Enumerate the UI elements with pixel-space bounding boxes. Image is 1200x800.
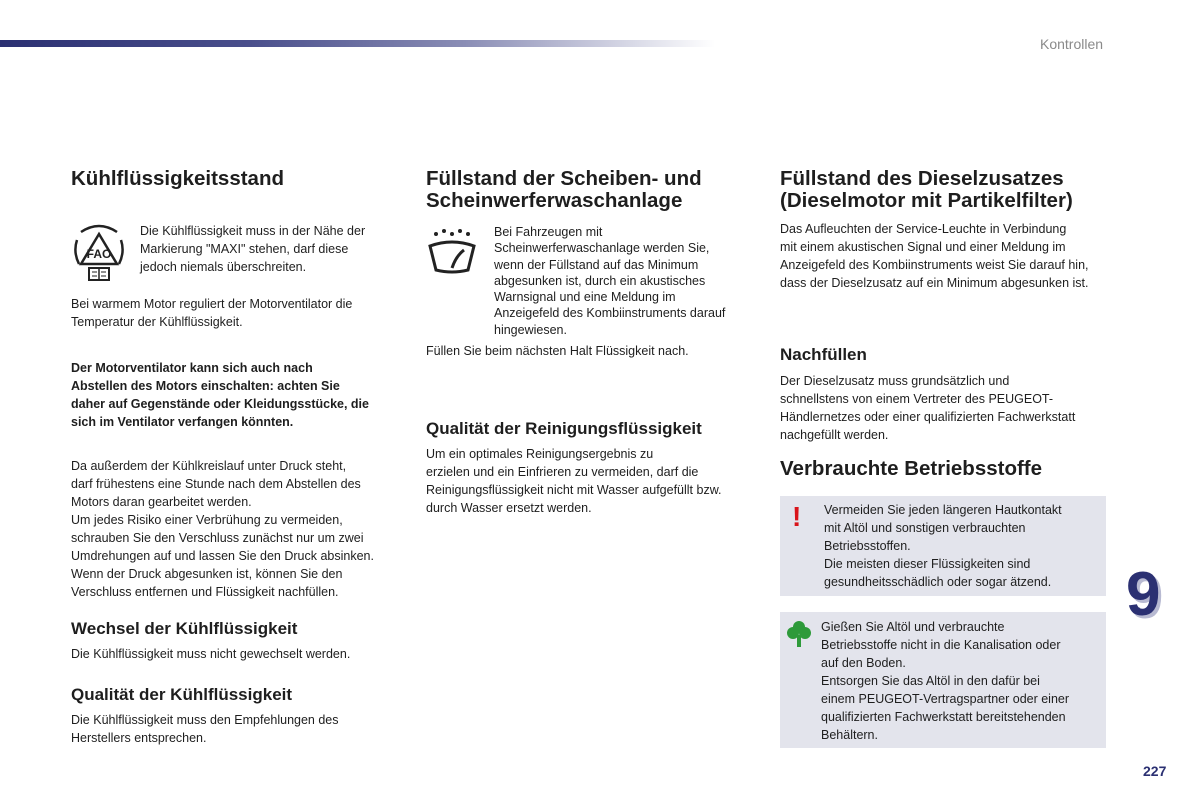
text-line: dass der Dieselzusatz auf ein Minimum abgesunken ist.	[780, 276, 1089, 290]
text-line: Die Kühlflüssigkeit muss den Empfehlungen des	[71, 713, 339, 727]
environment-note-box	[780, 612, 1106, 748]
text-line: Reinigungsflüssigkeit nicht mit Wasser aufgefüllt bzw.	[426, 483, 722, 497]
text-line: Um jedes Risiko einer Verbrühung zu vermeiden,	[71, 513, 343, 527]
text-line: durch Wasser ersetzt werden.	[426, 501, 592, 515]
text-line: Betriebsstoffen.	[824, 539, 911, 553]
text-line: nachgefüllt werden.	[780, 428, 889, 442]
text-line: Händlernetzes oder einer qualifizierten Fachwerkstatt	[780, 410, 1076, 424]
refill-text	[780, 372, 1110, 444]
coolant-change-heading: Wechsel der Kühlflüssigkeit	[71, 619, 298, 638]
coolant-quality-heading: Qualität der Kühlflüssigkeit	[71, 685, 293, 704]
diesel-paragraph	[780, 220, 1110, 292]
text-line: mit einem akustischen Signal und einer Meldung im	[780, 240, 1066, 254]
text-line: Temperatur der Kühlflüssigkeit.	[71, 315, 243, 329]
text-line: Herstellers entsprechen.	[71, 731, 207, 745]
text-line: gesundheitsschädlich oder sogar ätzend.	[824, 575, 1052, 589]
header-gradient-bar	[0, 40, 715, 47]
diesel-title	[780, 168, 1110, 212]
coolant-title: Kühlflüssigkeitsstand	[71, 167, 285, 190]
text-line: erzielen und ein Einfrieren zu vermeiden, darf die	[426, 465, 699, 479]
column-coolant	[71, 167, 401, 745]
washer-quality-heading: Qualität der Reinigungsflüssigkeit	[426, 419, 702, 438]
text-line: Der Dieselzusatz muss grundsätzlich und	[780, 374, 1010, 388]
text-line: Entsorgen Sie das Altöl in den dafür bei	[821, 674, 1040, 688]
washer-icon-text	[494, 224, 754, 338]
text-line: Markierung "MAXI" stehen, darf diese	[140, 242, 349, 256]
text-line: schnellstens von einem Vertreter des PEUGEOT-	[780, 392, 1054, 406]
refill-heading: Nachfüllen	[780, 345, 867, 364]
washer-fluid-icon	[426, 228, 482, 285]
text-line: Die Kühlflüssigkeit muss in der Nähe der	[140, 224, 366, 238]
column-diesel	[780, 167, 1110, 742]
text-line: daher auf Gegenstände oder Kleidungsstücke, die	[71, 397, 369, 411]
title-line: Füllstand des Dieselzusatzes	[780, 167, 1064, 190]
text-line: auf den Boden.	[821, 656, 906, 670]
text-line: darf frühestens eine Stunde nach dem Abstellen des	[71, 477, 361, 491]
text-line: Vermeiden Sie jeden längeren Hautkontakt	[824, 503, 1062, 517]
warning-note-text	[824, 501, 1102, 591]
text-line: Der Motorventilator kann sich auch nach	[71, 361, 313, 375]
text-line: Abstellen des Motors einschalten: achten Sie	[71, 379, 340, 393]
washer-title	[426, 168, 751, 212]
coolant-quality-text	[71, 711, 401, 747]
text-line: Die meisten dieser Flüssigkeiten sind	[824, 557, 1031, 571]
washer-refill-text: Füllen Sie beim nächsten Halt Flüssigkeit nach.	[426, 344, 689, 358]
text-line: Umdrehungen auf und lassen Sie den Druck absinken.	[71, 549, 374, 563]
page-number: 227	[1143, 763, 1167, 779]
warning-note-box	[780, 496, 1106, 596]
text-line: sich im Ventilator verfangen könnten.	[71, 415, 294, 429]
text-line: wenn der Füllstand auf das Minimum	[494, 257, 699, 272]
text-line: Verschluss entfernen und Flüssigkeit nachfüllen.	[71, 585, 339, 599]
exclamation-icon: !	[792, 501, 802, 532]
used-fluids-heading: Verbrauchte Betriebsstoffe	[780, 457, 1043, 480]
text-line: Scheinwerferwaschanlage werden Sie,	[494, 241, 710, 256]
text-line: Behältern.	[821, 728, 878, 742]
text-line: Da außerdem der Kühlkreislauf unter Druck steht,	[71, 459, 347, 473]
column-washer	[426, 167, 751, 515]
text-line: Betriebsstoffe nicht in die Kanalisation oder	[821, 638, 1061, 652]
coolant-paragraph-1	[71, 295, 401, 331]
text-line: Um ein optimales Reinigungsergebnis zu	[426, 447, 654, 461]
text-line: qualifizierten Fachwerkstatt bereitstehenden	[821, 710, 1066, 724]
text-line: einem PEUGEOT-Vertragspartner oder einer	[821, 692, 1070, 706]
text-line: hingewiesen.	[494, 322, 567, 337]
environment-note-text	[821, 618, 1103, 744]
chapter-number: 9	[1126, 560, 1161, 629]
text-line: Bei Fahrzeugen mit	[494, 225, 603, 239]
text-line: Motors daran gearbeitet werden.	[71, 495, 252, 509]
text-line: jedoch niemals überschreiten.	[140, 260, 307, 274]
title-line: Scheinwerferwaschanlage	[426, 189, 683, 212]
coolant-change-text: Die Kühlflüssigkeit muss nicht gewechselt werden.	[71, 647, 351, 661]
svg-text:FAO: FAO	[86, 247, 112, 261]
section-label: Kontrollen	[1040, 36, 1104, 52]
text-line: Anzeigefeld des Kombiinstruments darauf	[494, 306, 726, 321]
text-line: schrauben Sie den Verschluss zunächst nur um zwei	[71, 531, 364, 545]
title-line: Füllstand der Scheiben- und	[426, 167, 702, 190]
text-line: Warnsignal und eine Meldung im	[494, 290, 676, 305]
text-line: abgesunken ist, durch ein akustisches	[494, 273, 706, 288]
coolant-icon-text	[140, 222, 400, 276]
text-line: Gießen Sie Altöl und verbrauchte	[821, 620, 1005, 634]
text-line: Anzeigefeld des Kombiinstruments weist Sie darauf hin,	[780, 258, 1089, 272]
text-line: Wenn der Druck abgesunken ist, können Sie den	[71, 567, 343, 581]
coolant-warning-icon	[71, 222, 127, 289]
coolant-paragraph-2	[71, 457, 401, 601]
fan-warning-text	[71, 359, 401, 431]
text-line: mit Altöl und sonstigen verbrauchten	[824, 521, 1026, 535]
tree-icon	[787, 620, 811, 653]
text-line: Das Aufleuchten der Service-Leuchte in Verbindung	[780, 222, 1067, 236]
title-line: (Dieselmotor mit Partikelfilter)	[780, 189, 1073, 212]
text-line: Bei warmem Motor reguliert der Motorventilator die	[71, 297, 353, 311]
washer-quality-text	[426, 445, 756, 517]
